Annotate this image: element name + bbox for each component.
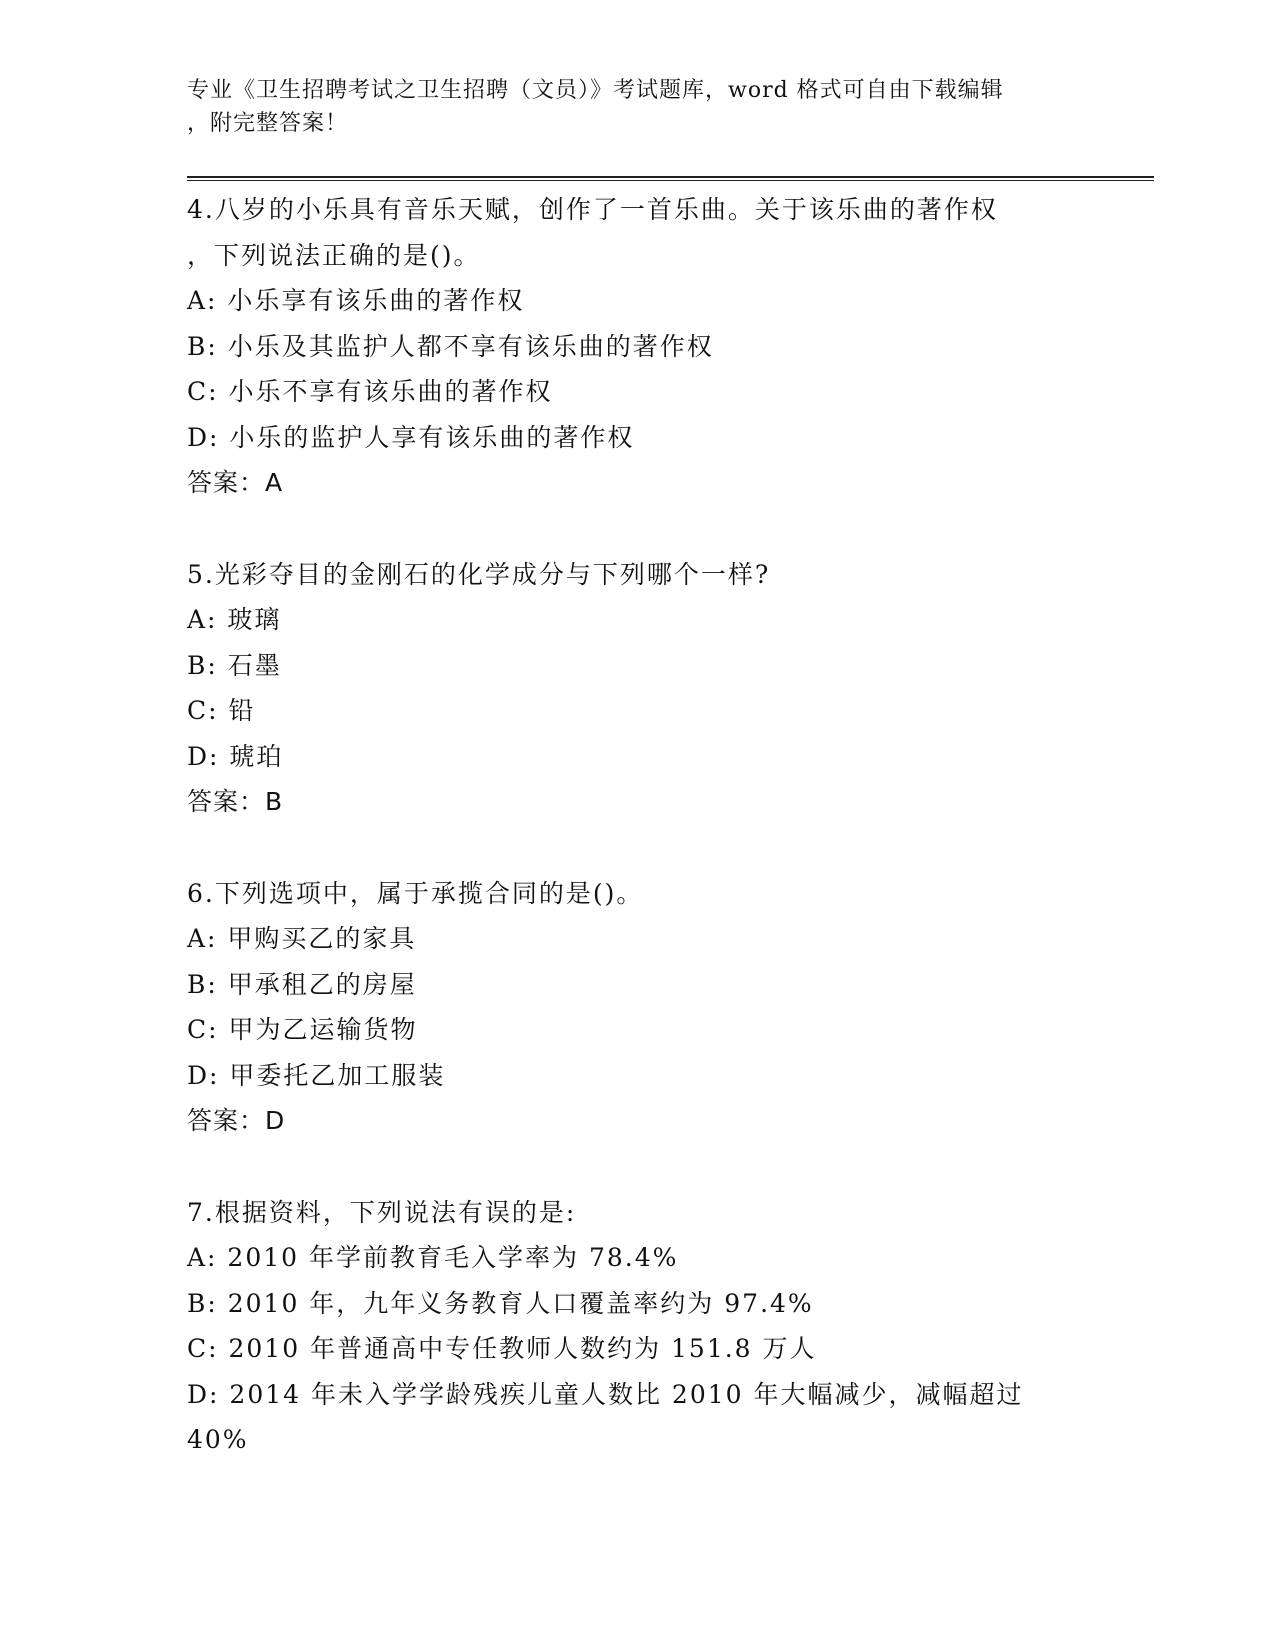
option-b: B: 甲承租乙的房屋 xyxy=(187,969,417,999)
option-a: A: 2010 年学前教育毛入学率为 78.4% xyxy=(187,1243,679,1272)
header-text: 专业《卫生招聘考试之卫生招聘（文员）》考试题库，word 格式可自由下载编辑 ，附完整答案！ xyxy=(187,78,1004,136)
answer-label: 答案：A xyxy=(187,468,284,497)
question-list xyxy=(187,187,1087,1509)
option-b: B: 石墨 xyxy=(187,650,282,680)
option-b: B: 小乐及其监护人都不享有该乐曲的著作权 xyxy=(187,331,714,361)
answer-label: 答案：D xyxy=(187,1106,286,1135)
option-c: C: 小乐不享有该乐曲的著作权 xyxy=(187,377,553,406)
question-7 xyxy=(187,1190,1087,1463)
option-b: B: 2010 年，九年义务教育人口覆盖率约为 97.4% xyxy=(187,1288,814,1318)
option-c: C: 铅 xyxy=(187,696,256,725)
header-divider xyxy=(187,176,1154,181)
question-stem: ，下列说法正确的是()。 xyxy=(187,240,481,270)
question-stem: 5.光彩夺目的金刚石的化学成分与下列哪个一样? xyxy=(187,559,771,589)
question-6 xyxy=(187,871,1087,1144)
option-a: A: 小乐享有该乐曲的著作权 xyxy=(187,286,525,315)
answer-label: 答案：B xyxy=(187,787,284,816)
option-d: D: 2014 年未入学学龄残疾儿童人数比 2010 年大幅减少，减幅超过 xyxy=(187,1379,1024,1409)
question-stem: 4.八岁的小乐具有音乐天赋，创作了一首乐曲。关于该乐曲的著作权 xyxy=(187,195,998,224)
option-c: C: 甲为乙运输货物 xyxy=(187,1015,418,1044)
option-c: C: 2010 年普通高中专任教师人数约为 151.8 万人 xyxy=(187,1334,817,1363)
option-d-continued: 40% xyxy=(187,1425,249,1454)
option-d: D: 小乐的监护人享有该乐曲的著作权 xyxy=(187,422,635,452)
question-5 xyxy=(187,552,1087,825)
option-a: A: 玻璃 xyxy=(187,605,282,634)
option-a: A: 甲购买乙的家具 xyxy=(187,924,417,953)
question-4 xyxy=(187,187,1087,506)
question-stem: 7.根据资料，下列说法有误的是: xyxy=(187,1197,577,1227)
question-stem: 6.下列选项中，属于承揽合同的是()。 xyxy=(187,878,644,908)
option-d: D: 琥珀 xyxy=(187,741,284,771)
option-d: D: 甲委托乙加工服装 xyxy=(187,1060,446,1090)
